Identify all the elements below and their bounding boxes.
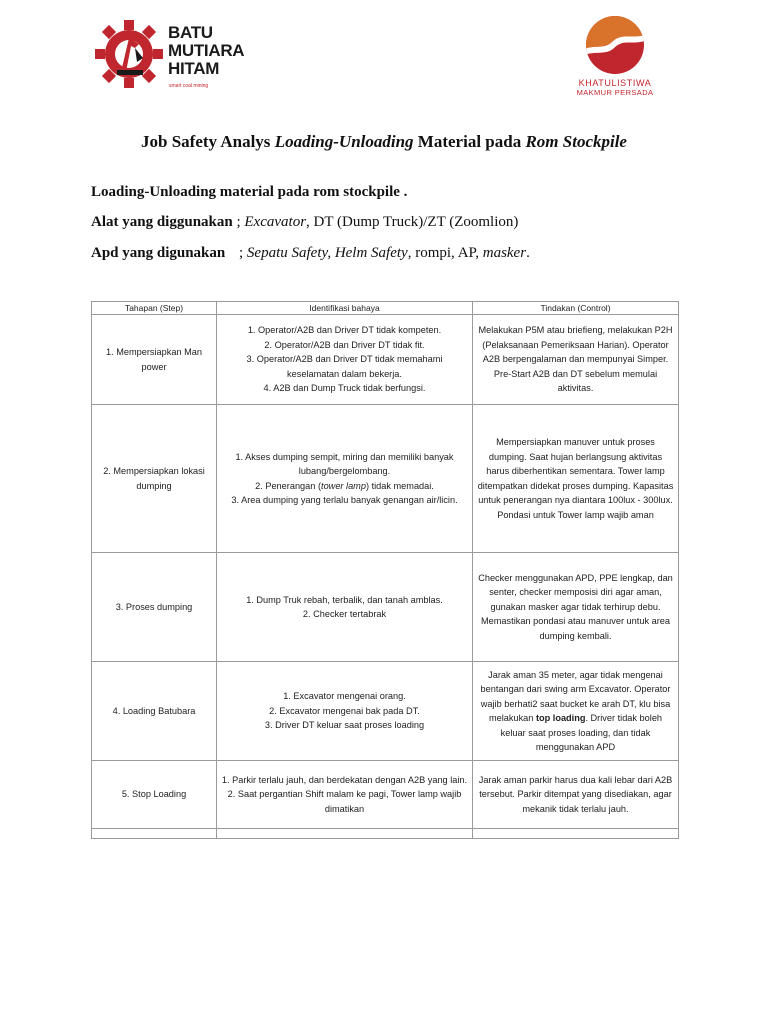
table-header-row bbox=[92, 302, 679, 315]
ppe-italic-1: Sepatu Safety, Helm Safety bbox=[246, 245, 408, 261]
hazard-item: 2. Checker tertabrak bbox=[302, 609, 387, 619]
table-row-empty bbox=[92, 829, 679, 839]
tools-rest: , DT (Dump Truck)/ZT (Zoomlion) bbox=[306, 214, 519, 230]
hazard-text: 2. Penerangan ( bbox=[255, 480, 322, 491]
brand-line-3: HITAM bbox=[168, 59, 220, 78]
control-cell: Jarak aman parkir harus dua kali lebar dari A2B tersebut. Parkir ditempat yang disediakan, agar mekanik tidak terlalu jauh. bbox=[473, 761, 679, 829]
hazard-item: 1. Parkir terlalu jauh, dan berdekatan dengan A2B yang lain. bbox=[221, 774, 468, 785]
brand-name bbox=[168, 24, 244, 78]
step-cell: 2. Mempersiapkan lokasi dumping bbox=[92, 405, 217, 553]
hazard-item: 2. Operator/A2B dan Driver DT tidak fit. bbox=[264, 339, 425, 350]
hazard-item bbox=[221, 479, 468, 494]
header-step: Tahapan (Step) bbox=[92, 302, 217, 315]
empty-cell bbox=[217, 829, 473, 839]
step-cell: 5. Stop Loading bbox=[92, 761, 217, 829]
tools-italic: Excavator bbox=[244, 214, 307, 230]
hazard-cell bbox=[217, 761, 473, 829]
hazard-text: ) tidak memadai. bbox=[365, 480, 434, 491]
table-row bbox=[92, 315, 679, 405]
empty-cell bbox=[473, 829, 679, 839]
hazard-cell bbox=[217, 662, 473, 761]
hazard-item: 1. Dump Truk rebah, terbalik, dan tanah amblas. bbox=[246, 594, 443, 605]
table-row bbox=[92, 662, 679, 761]
table-row bbox=[92, 761, 679, 829]
intro-tools bbox=[91, 214, 518, 231]
hazard-item: 3. Area dumping yang terlalu banyak genangan air/licin. bbox=[231, 495, 458, 505]
company-subname: MAKMUR PERSADA bbox=[576, 88, 654, 97]
ppe-mid: , rompi, AP, bbox=[407, 245, 483, 261]
ppe-separator: ; bbox=[235, 245, 247, 261]
hazard-item: 3. Driver DT keluar saat proses loading bbox=[264, 720, 425, 731]
page-title bbox=[0, 132, 768, 152]
hazard-item: 2. Excavator mengenai bak pada DT. bbox=[269, 705, 420, 716]
gear-excavator-logo-icon bbox=[95, 14, 165, 96]
control-cell bbox=[473, 662, 679, 761]
brand-line-2: MUTIARA bbox=[168, 41, 245, 60]
hazard-item: 4. A2B dan Dump Truck tidak berfungsi. bbox=[263, 383, 426, 394]
ppe-italic-2: masker bbox=[482, 245, 527, 261]
hazard-item: 1. Operator/A2B dan Driver DT tidak kompeten. bbox=[247, 325, 442, 336]
hazard-item: 1. Akses dumping sempit, miring dan memiliki banyak lubang/bergelombang. bbox=[235, 451, 454, 476]
title-part-2: Loading-Unloading bbox=[274, 132, 414, 151]
step-cell: 1. Mempersiapkan Man power bbox=[92, 315, 217, 405]
control-bold: top loading bbox=[535, 713, 586, 723]
control-cell: Checker menggunakan APD, PPE lengkap, dan senter, checker memposisi diri agar aman, gunakan masker agar tidak terhirup debu. Memastikan pondasi atau manuver untuk area dumping kembali. bbox=[473, 553, 679, 662]
ppe-label: Apd yang digunakan bbox=[91, 245, 226, 261]
step-cell: 3. Proses dumping bbox=[92, 553, 217, 662]
empty-cell bbox=[92, 829, 217, 839]
header-control: Tindakan (Control) bbox=[473, 302, 679, 315]
tools-label: Alat yang diggunakan bbox=[91, 214, 233, 230]
hazard-cell bbox=[217, 405, 473, 553]
title-part-1: Job Safety Analys bbox=[141, 132, 275, 151]
header-hazard: Identifikasi bahaya bbox=[217, 302, 473, 315]
hazard-item: 2. Saat pergantian Shift malam ke pagi, Tower lamp wajib dimatikan bbox=[227, 789, 462, 814]
hazard-italic: tower lamp bbox=[321, 480, 366, 491]
table-row bbox=[92, 405, 679, 553]
intro-ppe bbox=[91, 245, 530, 262]
circle-wave-logo-icon bbox=[582, 14, 648, 76]
brand-tagline: smart coal mining bbox=[169, 83, 209, 89]
hazard-cell bbox=[217, 315, 473, 405]
khatulistiwa-logo bbox=[560, 14, 670, 100]
ppe-end: . bbox=[526, 245, 530, 261]
batu-mutiara-hitam-logo bbox=[95, 14, 245, 96]
control-cell: Melakukan P5M atau briefieng, melakukan P2H (Pelaksanaan Pemeriksaan Harian). Operator A2B berpengalaman dan mempunyai Simper. Pre-Start A2B dan DT sebelum memulai aktivitas. bbox=[473, 315, 679, 405]
intro-activity bbox=[91, 184, 407, 201]
brand-line-1: BATU bbox=[168, 23, 213, 42]
control-text: Jarak aman 35 meter, agar tidak mengenai bentangan dari swing arm Excavator. Operator wajib berhati2 saat bucket ke arah DT, klu bisa melakukan bbox=[480, 669, 671, 723]
step-cell: 4. Loading Batubara bbox=[92, 662, 217, 761]
tools-separator: ; bbox=[232, 214, 245, 230]
title-part-3: Material pada bbox=[413, 132, 526, 151]
control-text: . Driver tidak boleh keluar saat proses loading, dan tidak menggunakan APD bbox=[500, 713, 663, 752]
jsa-table bbox=[91, 301, 679, 839]
intro-activity-text: Loading-Unloading material pada rom stockpile . bbox=[91, 184, 408, 200]
hazard-cell bbox=[217, 553, 473, 662]
table-row bbox=[92, 553, 679, 662]
title-part-4: Rom Stockpile bbox=[525, 132, 627, 151]
hazard-item: 1. Excavator mengenai orang. bbox=[283, 691, 406, 702]
control-cell: Mempersiapkan manuver untuk proses dumping. Saat hujan berlangsung aktivitas harus diberhentikan sementara. Tower lamp ditempatkan didekat proses dumping. Kapasitas untuk penerangan nya diantara 100lux - 300lux. Pondasi untuk Tower lamp wajib aman bbox=[473, 405, 679, 553]
company-name: KHATULISTIWA bbox=[578, 78, 652, 88]
hazard-item: 3. Operator/A2B dan Driver DT tidak memahami keselamatan dalam bekerja. bbox=[246, 354, 443, 379]
